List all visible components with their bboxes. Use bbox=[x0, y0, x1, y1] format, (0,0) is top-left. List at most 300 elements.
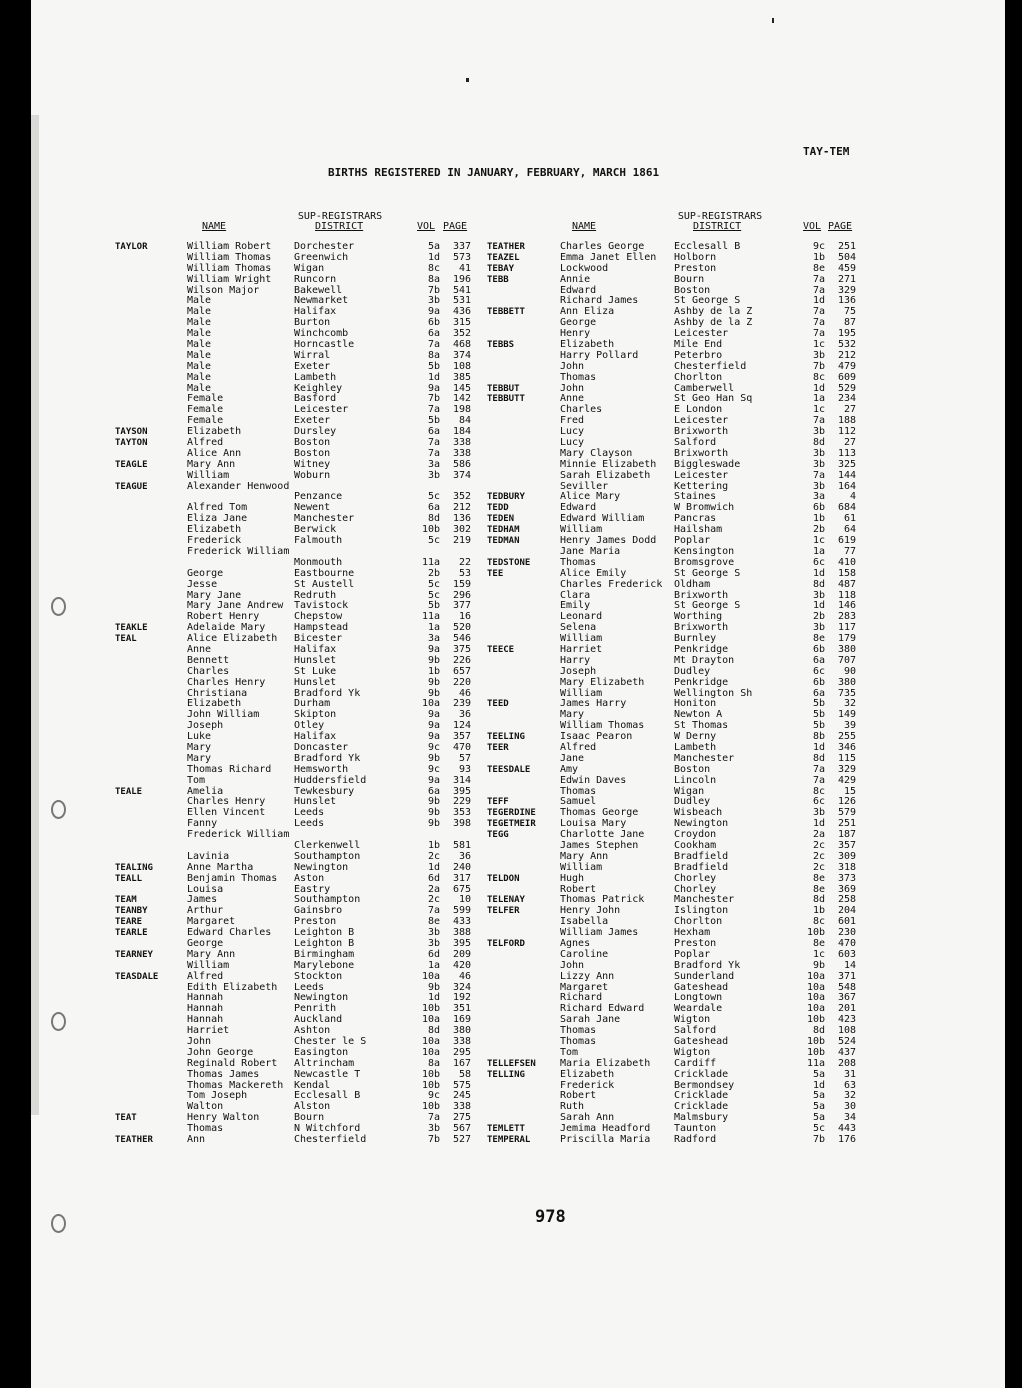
given-name: Charles bbox=[187, 665, 230, 677]
volume: 1a bbox=[812, 545, 825, 557]
page-ref: 443 bbox=[837, 1123, 856, 1135]
given-name: Frederick bbox=[187, 535, 242, 547]
given-name: Sarah Elizabeth bbox=[560, 469, 651, 481]
district: Hexham bbox=[674, 927, 711, 939]
district: Auckland bbox=[294, 1014, 343, 1026]
volume: 7a bbox=[812, 763, 825, 775]
volume: 8c bbox=[812, 785, 825, 797]
volume: 8e bbox=[812, 883, 825, 895]
page-ref: 338 bbox=[452, 1036, 471, 1048]
given-name: Thomas Patrick bbox=[560, 894, 645, 906]
given-name: Male bbox=[187, 295, 212, 307]
page-ref: 187 bbox=[837, 829, 856, 841]
page-ref: 209 bbox=[452, 948, 471, 960]
district: Horncastle bbox=[294, 339, 355, 351]
district: Gainsbro bbox=[294, 905, 343, 917]
volume: 9a bbox=[427, 382, 440, 394]
scan-speck bbox=[466, 78, 469, 82]
page-ref: 255 bbox=[837, 731, 856, 743]
district: Bakewell bbox=[294, 284, 343, 296]
page-ref: 87 bbox=[843, 317, 856, 329]
volume: 3b bbox=[427, 938, 440, 949]
district: Dudley bbox=[674, 796, 711, 808]
district: Otley bbox=[294, 720, 325, 732]
page-ref: 46 bbox=[458, 687, 471, 699]
given-name: Mary Clayson bbox=[560, 447, 633, 459]
page-ref: 296 bbox=[452, 589, 471, 601]
page-ref: 395 bbox=[452, 938, 471, 949]
page-ref: 586 bbox=[452, 458, 471, 470]
volume: 2c bbox=[427, 850, 440, 862]
page-ref: 531 bbox=[452, 295, 471, 307]
district: Cricklade bbox=[674, 1101, 729, 1113]
volume: 3b bbox=[427, 295, 440, 307]
district: Bourn bbox=[294, 1112, 325, 1124]
binder-hole bbox=[51, 597, 66, 616]
range-code: TAY-TEM bbox=[803, 145, 850, 158]
volume: 3a bbox=[812, 491, 825, 503]
district: Ashby de la Z bbox=[674, 306, 753, 318]
binder-hole bbox=[51, 800, 66, 819]
district: St Luke bbox=[294, 665, 337, 677]
volume: 7a bbox=[812, 415, 825, 427]
volume: 6c bbox=[812, 796, 825, 808]
volume: 1b bbox=[812, 905, 825, 917]
surname: TAYTON bbox=[115, 438, 148, 449]
volume: 5a bbox=[812, 1090, 825, 1102]
given-name: Thomas bbox=[560, 556, 597, 568]
given-name: Amy bbox=[560, 763, 579, 775]
given-name: Harry Pollard bbox=[560, 349, 639, 361]
district: Gateshead bbox=[674, 981, 729, 993]
given-name: William Thomas bbox=[560, 720, 645, 732]
district: Chesterfield bbox=[674, 360, 747, 372]
page-ref: 380 bbox=[837, 643, 856, 655]
given-name: Edward William bbox=[560, 513, 645, 525]
page-ref: 158 bbox=[837, 567, 856, 579]
header-district: DISTRICT bbox=[693, 221, 742, 232]
given-name: Robert bbox=[560, 1090, 597, 1102]
page-ref: 353 bbox=[452, 807, 471, 819]
surname: TEBBS bbox=[487, 340, 515, 351]
volume: 5b bbox=[427, 360, 440, 372]
given-name: Anne bbox=[187, 643, 212, 655]
volume: 5b bbox=[812, 698, 825, 710]
given-name: James bbox=[187, 894, 218, 906]
volume: 2b bbox=[812, 524, 825, 536]
given-name: William Thomas bbox=[187, 251, 272, 263]
given-name: William Wright bbox=[187, 273, 272, 285]
given-name: Male bbox=[187, 360, 212, 372]
volume: 3b bbox=[812, 480, 825, 492]
binder-hole bbox=[51, 1214, 66, 1233]
page-ref: 75 bbox=[843, 306, 856, 318]
volume: 3b bbox=[812, 426, 825, 438]
given-name: Thomas bbox=[560, 1025, 597, 1037]
volume: 10b bbox=[421, 524, 440, 536]
volume: 10b bbox=[421, 1068, 440, 1080]
volume: 8e bbox=[812, 872, 825, 884]
given-name: Charles Frederick bbox=[560, 578, 663, 590]
page-ref: 212 bbox=[452, 502, 471, 514]
volume: 1d bbox=[427, 371, 440, 383]
volume: 10a bbox=[421, 1036, 440, 1048]
surname: TEGERDINE bbox=[487, 808, 536, 819]
page-ref: 603 bbox=[837, 948, 856, 960]
given-name: John bbox=[187, 1036, 212, 1048]
volume: 1d bbox=[812, 600, 825, 612]
given-name: Lucy bbox=[560, 426, 585, 438]
surname: TEESDALE bbox=[487, 764, 531, 775]
given-name: Eliza Jane bbox=[187, 513, 248, 525]
district: Preston bbox=[674, 938, 717, 949]
surname: TELDON bbox=[487, 873, 520, 884]
page-ref: 338 bbox=[452, 1101, 471, 1113]
page-ref: 318 bbox=[837, 861, 856, 873]
page-ref: 529 bbox=[837, 382, 856, 394]
district: Islington bbox=[674, 905, 729, 917]
surname: TEED bbox=[487, 699, 509, 710]
volume: 8b bbox=[812, 731, 825, 743]
page-ref: 4 bbox=[849, 491, 856, 503]
volume: 6d bbox=[427, 948, 440, 960]
page-ref: 58 bbox=[458, 1068, 471, 1080]
district: Honiton bbox=[674, 698, 717, 710]
header-district-top: SUP-REGISTRARS bbox=[677, 211, 763, 222]
given-name: William bbox=[187, 469, 230, 481]
volume: 8d bbox=[812, 894, 825, 906]
district: Ashby de la Z bbox=[674, 317, 753, 329]
given-name: Harriet bbox=[560, 643, 603, 655]
page-ref: 329 bbox=[837, 284, 856, 296]
page-ref: 337 bbox=[452, 241, 471, 252]
given-name: John bbox=[560, 360, 585, 372]
volume: 5b bbox=[427, 415, 440, 427]
page-ref: 352 bbox=[452, 328, 471, 340]
given-name: Frederick bbox=[560, 1079, 615, 1091]
page-ref: 118 bbox=[837, 589, 856, 601]
given-name: Henry John bbox=[560, 905, 621, 917]
district: Brixworth bbox=[674, 622, 729, 634]
given-name: Margaret bbox=[560, 981, 609, 993]
district: Runcorn bbox=[294, 273, 337, 285]
page-ref: 314 bbox=[452, 774, 471, 786]
header-district: DISTRICT bbox=[315, 221, 364, 232]
district: Leicester bbox=[674, 469, 729, 481]
page-ref: 371 bbox=[837, 970, 856, 982]
given-name: Arthur bbox=[187, 905, 224, 917]
given-name: Margaret bbox=[187, 916, 236, 928]
surname: TEELING bbox=[487, 732, 525, 743]
district: Eastbourne bbox=[294, 567, 355, 579]
district: Poplar bbox=[674, 948, 711, 960]
page-ref: 351 bbox=[452, 1003, 471, 1015]
volume: 11a bbox=[421, 556, 440, 568]
district: Aston bbox=[294, 872, 325, 884]
district: Bradford Yk bbox=[294, 752, 361, 764]
page-ref: 179 bbox=[837, 633, 856, 645]
volume: 1c bbox=[812, 948, 825, 960]
district: Boston bbox=[294, 437, 331, 449]
surname: TEATHER bbox=[487, 242, 525, 252]
given-name: Alfred bbox=[187, 970, 224, 982]
page-ref: 374 bbox=[452, 349, 471, 361]
volume: 8d bbox=[427, 513, 440, 525]
volume: 5a bbox=[427, 241, 440, 252]
district: N Witchford bbox=[294, 1123, 361, 1135]
district: Gateshead bbox=[674, 1036, 729, 1048]
given-name: Male bbox=[187, 349, 212, 361]
district: Tavistock bbox=[294, 600, 349, 612]
district: Lambeth bbox=[674, 741, 717, 753]
district: Bicester bbox=[294, 633, 343, 645]
given-name: Alfred Tom bbox=[187, 502, 248, 514]
district: Winchcomb bbox=[294, 328, 349, 340]
page-ref: 579 bbox=[837, 807, 856, 819]
header-name: NAME bbox=[572, 221, 597, 232]
given-name: Mary bbox=[187, 752, 212, 764]
given-name: Ann bbox=[187, 1134, 206, 1146]
given-name: Mary Ann bbox=[187, 948, 236, 960]
given-name: Mary Ann bbox=[560, 850, 609, 862]
district: Altrincham bbox=[294, 1057, 355, 1069]
given-name: John bbox=[560, 959, 585, 971]
given-name: Thomas Richard bbox=[187, 763, 272, 775]
given-name: Elizabeth bbox=[187, 426, 242, 438]
page-ref: 251 bbox=[837, 241, 856, 252]
given-name: Edward bbox=[560, 502, 597, 514]
page-ref: 90 bbox=[843, 665, 856, 677]
volume: 5b bbox=[427, 600, 440, 612]
volume: 2c bbox=[812, 850, 825, 862]
volume: 6a bbox=[427, 426, 440, 438]
volume: 3b bbox=[812, 622, 825, 634]
district: Leeds bbox=[294, 981, 325, 993]
page-ref: 295 bbox=[452, 1046, 471, 1058]
page-ref: 112 bbox=[837, 426, 856, 438]
volume: 1b bbox=[427, 665, 440, 677]
district: Wirral bbox=[294, 349, 331, 361]
volume: 6a bbox=[427, 785, 440, 797]
volume: 5b bbox=[812, 720, 825, 732]
page-ref: 437 bbox=[837, 1046, 856, 1058]
page-ref: 198 bbox=[452, 404, 471, 416]
volume: 1b bbox=[812, 513, 825, 525]
given-name: Walton bbox=[187, 1101, 224, 1113]
district: Dudley bbox=[674, 665, 711, 677]
district: Newington bbox=[294, 992, 349, 1004]
page-ref: 423 bbox=[837, 1014, 856, 1026]
given-name: Adelaide Mary bbox=[187, 622, 266, 634]
district: W Derny bbox=[674, 731, 717, 743]
given-name: Fred bbox=[560, 415, 585, 427]
given-name: Elizabeth bbox=[560, 1068, 615, 1080]
page-ref: 226 bbox=[452, 654, 471, 666]
scan-speck bbox=[772, 18, 774, 23]
page-ref: 527 bbox=[452, 1134, 471, 1146]
page-ref: 136 bbox=[837, 295, 856, 307]
volume: 6d bbox=[427, 872, 440, 884]
district: Wigton bbox=[674, 1014, 711, 1026]
page-ref: 657 bbox=[452, 665, 471, 677]
given-name: Male bbox=[187, 328, 212, 340]
district: Alston bbox=[294, 1101, 331, 1113]
page-ref: 468 bbox=[452, 339, 471, 351]
page-ref: 230 bbox=[837, 927, 856, 939]
given-name: Annie bbox=[560, 273, 591, 285]
district: St George S bbox=[674, 600, 741, 612]
volume: 5c bbox=[427, 535, 440, 547]
page-ref: 470 bbox=[452, 741, 471, 753]
volume: 6a bbox=[427, 328, 440, 340]
page-ref: 245 bbox=[452, 1090, 471, 1102]
volume: 8e bbox=[812, 938, 825, 949]
given-name: Alice Elizabeth bbox=[187, 633, 278, 645]
volume: 8e bbox=[427, 916, 440, 928]
given-name: Jemima Headford bbox=[560, 1123, 651, 1135]
page-ref: 136 bbox=[452, 513, 471, 525]
page-ref: 113 bbox=[837, 447, 856, 459]
given-name: Female bbox=[187, 393, 224, 405]
page-ref: 619 bbox=[837, 535, 856, 547]
page-ref: 63 bbox=[843, 1079, 856, 1091]
district: Wigan bbox=[674, 785, 705, 797]
given-name: Harriet bbox=[187, 1025, 230, 1037]
header-name: NAME bbox=[202, 221, 227, 232]
given-name: Emma Janet Ellen bbox=[560, 251, 657, 263]
page-ref: 77 bbox=[843, 545, 856, 557]
district: Chorlton bbox=[674, 371, 723, 383]
page-ref: 707 bbox=[837, 654, 856, 666]
page-ref: 16 bbox=[458, 611, 471, 623]
district: Hemsworth bbox=[294, 763, 349, 775]
given-name: William Thomas bbox=[187, 262, 272, 274]
given-name: Tom bbox=[187, 774, 206, 786]
district: Bermondsey bbox=[674, 1079, 735, 1091]
volume: 6a bbox=[812, 654, 825, 666]
given-name: Anne Martha bbox=[187, 861, 254, 873]
district: Monmouth bbox=[294, 556, 343, 568]
given-name: Male bbox=[187, 371, 212, 383]
volume: 10b bbox=[421, 1101, 440, 1113]
surname: TAYSON bbox=[115, 427, 148, 438]
district: Dursley bbox=[294, 426, 337, 438]
surname: TEER bbox=[487, 742, 509, 753]
given-name: Charles bbox=[560, 404, 603, 416]
given-name: Thomas bbox=[560, 785, 597, 797]
page-ref: 524 bbox=[837, 1036, 856, 1048]
volume: 9a bbox=[427, 774, 440, 786]
page-ref: 46 bbox=[458, 970, 471, 982]
volume: 8a bbox=[427, 273, 440, 285]
volume: 3b bbox=[427, 927, 440, 939]
page-ref: 192 bbox=[452, 992, 471, 1004]
given-name: Lavinia bbox=[187, 850, 230, 862]
volume: 9b bbox=[427, 752, 440, 764]
volume: 1a bbox=[427, 959, 440, 971]
page-ref: 338 bbox=[452, 437, 471, 449]
given-name: Mary Jane Andrew bbox=[187, 600, 284, 612]
page-ref: 219 bbox=[452, 535, 471, 547]
given-name: William bbox=[560, 633, 603, 645]
volume: 11a bbox=[806, 1057, 825, 1069]
given-name: Elizabeth bbox=[187, 524, 242, 536]
volume: 8d bbox=[812, 1025, 825, 1037]
district: Redruth bbox=[294, 589, 337, 601]
page-ref: 338 bbox=[452, 447, 471, 459]
district: Manchester bbox=[294, 513, 355, 525]
volume: 9c bbox=[427, 1090, 440, 1102]
district: Cricklade bbox=[674, 1068, 729, 1080]
surname: TEATHER bbox=[115, 1135, 153, 1146]
given-name: Mary Jane bbox=[187, 589, 242, 601]
volume: 5c bbox=[427, 589, 440, 601]
district: Newcastle T bbox=[294, 1068, 361, 1080]
given-name: Frederick William bbox=[187, 545, 290, 557]
volume: 1d bbox=[812, 295, 825, 307]
volume: 9b bbox=[812, 959, 825, 971]
surname: TEECE bbox=[487, 644, 515, 655]
surname: TEARE bbox=[115, 917, 143, 928]
district: Ashton bbox=[294, 1025, 331, 1037]
page-ref: 275 bbox=[452, 1112, 471, 1124]
surname: TEALL bbox=[115, 873, 143, 884]
page-ref: 470 bbox=[837, 938, 856, 949]
page-ref: 380 bbox=[452, 1025, 471, 1037]
page-ref: 302 bbox=[452, 524, 471, 536]
district: Leighton B bbox=[294, 938, 355, 949]
volume: 1d bbox=[427, 992, 440, 1004]
surname: TEDEN bbox=[487, 514, 515, 525]
volume: 1a bbox=[427, 622, 440, 634]
district: Marylebone bbox=[294, 959, 355, 971]
page-ref: 196 bbox=[452, 273, 471, 285]
header-page: PAGE bbox=[828, 221, 853, 232]
volume: 1c bbox=[812, 535, 825, 547]
district: St George S bbox=[674, 295, 741, 307]
given-name: Hannah bbox=[187, 1014, 224, 1026]
volume: 1b bbox=[812, 251, 825, 263]
given-name: Thomas bbox=[560, 371, 597, 383]
surname: TEAL bbox=[115, 634, 137, 645]
volume: 8c bbox=[812, 916, 825, 928]
page-ref: 675 bbox=[452, 883, 471, 895]
given-name: Priscilla Maria bbox=[560, 1134, 651, 1146]
volume: 9b bbox=[427, 981, 440, 993]
volume: 10a bbox=[806, 981, 825, 993]
page-ref: 325 bbox=[837, 458, 856, 470]
district: Chester le S bbox=[294, 1036, 367, 1048]
page-ref: 429 bbox=[837, 774, 856, 786]
page-ref: 546 bbox=[452, 633, 471, 645]
given-name: Louisa bbox=[187, 883, 224, 895]
district: Boston bbox=[674, 284, 711, 296]
surname: TEARLE bbox=[115, 928, 148, 939]
given-name: Mary Ann bbox=[187, 458, 236, 470]
page-ref: 567 bbox=[452, 1123, 471, 1135]
page-ref: 309 bbox=[837, 850, 856, 862]
header-vol: VOL bbox=[803, 221, 822, 232]
page-ref: 251 bbox=[837, 818, 856, 830]
district: Leicester bbox=[294, 404, 349, 416]
volume: 7b bbox=[812, 1134, 825, 1146]
volume: 2c bbox=[427, 894, 440, 906]
given-name: Thomas bbox=[560, 1036, 597, 1048]
page-ref: 32 bbox=[843, 1090, 856, 1102]
district: Brixworth bbox=[674, 589, 729, 601]
district: Lincoln bbox=[674, 774, 717, 786]
district: St George S bbox=[674, 567, 741, 579]
